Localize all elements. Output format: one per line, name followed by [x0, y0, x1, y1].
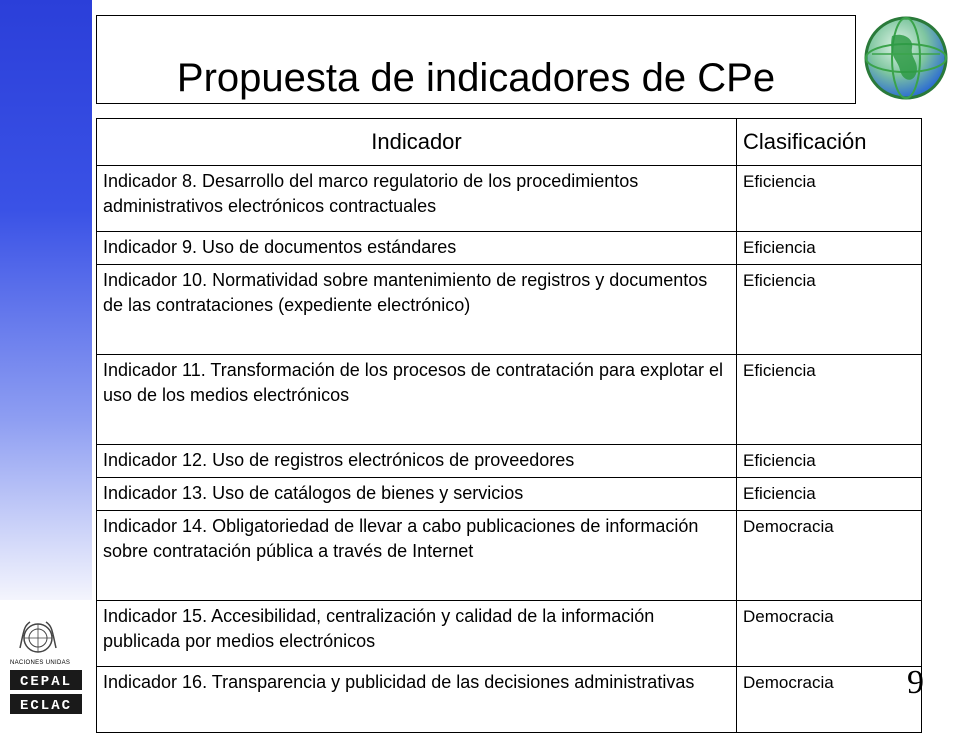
table-row: [97, 166, 922, 232]
table-row: [97, 355, 922, 445]
indicador-cell: Indicador 12. Uso de registros electrónicos de proveedores: [97, 445, 737, 478]
globe-logo-icon: [862, 14, 950, 102]
eclac-text: ECLAC: [19, 698, 73, 714]
indicador-cell: Indicador 9. Uso de documentos estándares: [97, 232, 737, 265]
indicador-cell: Indicador 13. Uso de catálogos de bienes y servicios: [97, 478, 737, 511]
table-row: [97, 478, 922, 511]
clasificacion-cell: Democracia: [737, 667, 922, 733]
clasificacion-cell: Democracia: [737, 511, 922, 601]
indicador-cell: Indicador 8. Desarrollo del marco regulatorio de los procedimientos administrativos electrónicos contractuales: [97, 166, 737, 232]
page-number: 9: [907, 664, 924, 701]
cepal-text: CEPAL: [19, 674, 73, 690]
un-emblem-icon: [8, 618, 68, 662]
table-row: [97, 601, 922, 667]
indicador-cell: Indicador 14. Obligatoriedad de llevar a cabo publicaciones de información sobre contratación pública a través de Internet: [97, 511, 737, 601]
table-row: [97, 265, 922, 355]
table-header-row: [97, 119, 922, 166]
un-caption: NACIONES UNIDAS: [10, 660, 71, 666]
clasificacion-cell: Eficiencia: [737, 355, 922, 445]
table-row: [97, 445, 922, 478]
indicador-cell: Indicador 15. Accesibilidad, centralización y calidad de la información publicada por medios electrónicos: [97, 601, 737, 667]
title-box: [96, 15, 856, 104]
table-row: [97, 511, 922, 601]
slide-title: Propuesta de indicadores de CPe: [176, 56, 776, 100]
indicador-cell: Indicador 16. Transparencia y publicidad de las decisiones administrativas: [97, 667, 737, 733]
clasificacion-cell: Eficiencia: [737, 445, 922, 478]
clasificacion-cell: Democracia: [737, 601, 922, 667]
clasificacion-cell: Eficiencia: [737, 478, 922, 511]
indicador-cell: Indicador 10. Normatividad sobre mantenimiento de registros y documentos de las contrataciones (expediente electrónico): [97, 265, 737, 355]
clasificacion-cell: Eficiencia: [737, 265, 922, 355]
left-gradient-band: [0, 0, 92, 600]
cepal-eclac-logo: [8, 668, 84, 716]
indicators-table: [96, 118, 922, 733]
header-clasificacion: Clasificación: [737, 119, 922, 166]
clasificacion-cell: Eficiencia: [737, 166, 922, 232]
table-row: [97, 232, 922, 265]
clasificacion-cell: Eficiencia: [737, 232, 922, 265]
table-row: [97, 667, 922, 733]
header-indicador: Indicador: [97, 119, 737, 166]
indicador-cell: Indicador 11. Transformación de los procesos de contratación para explotar el uso de los medios electrónicos: [97, 355, 737, 445]
